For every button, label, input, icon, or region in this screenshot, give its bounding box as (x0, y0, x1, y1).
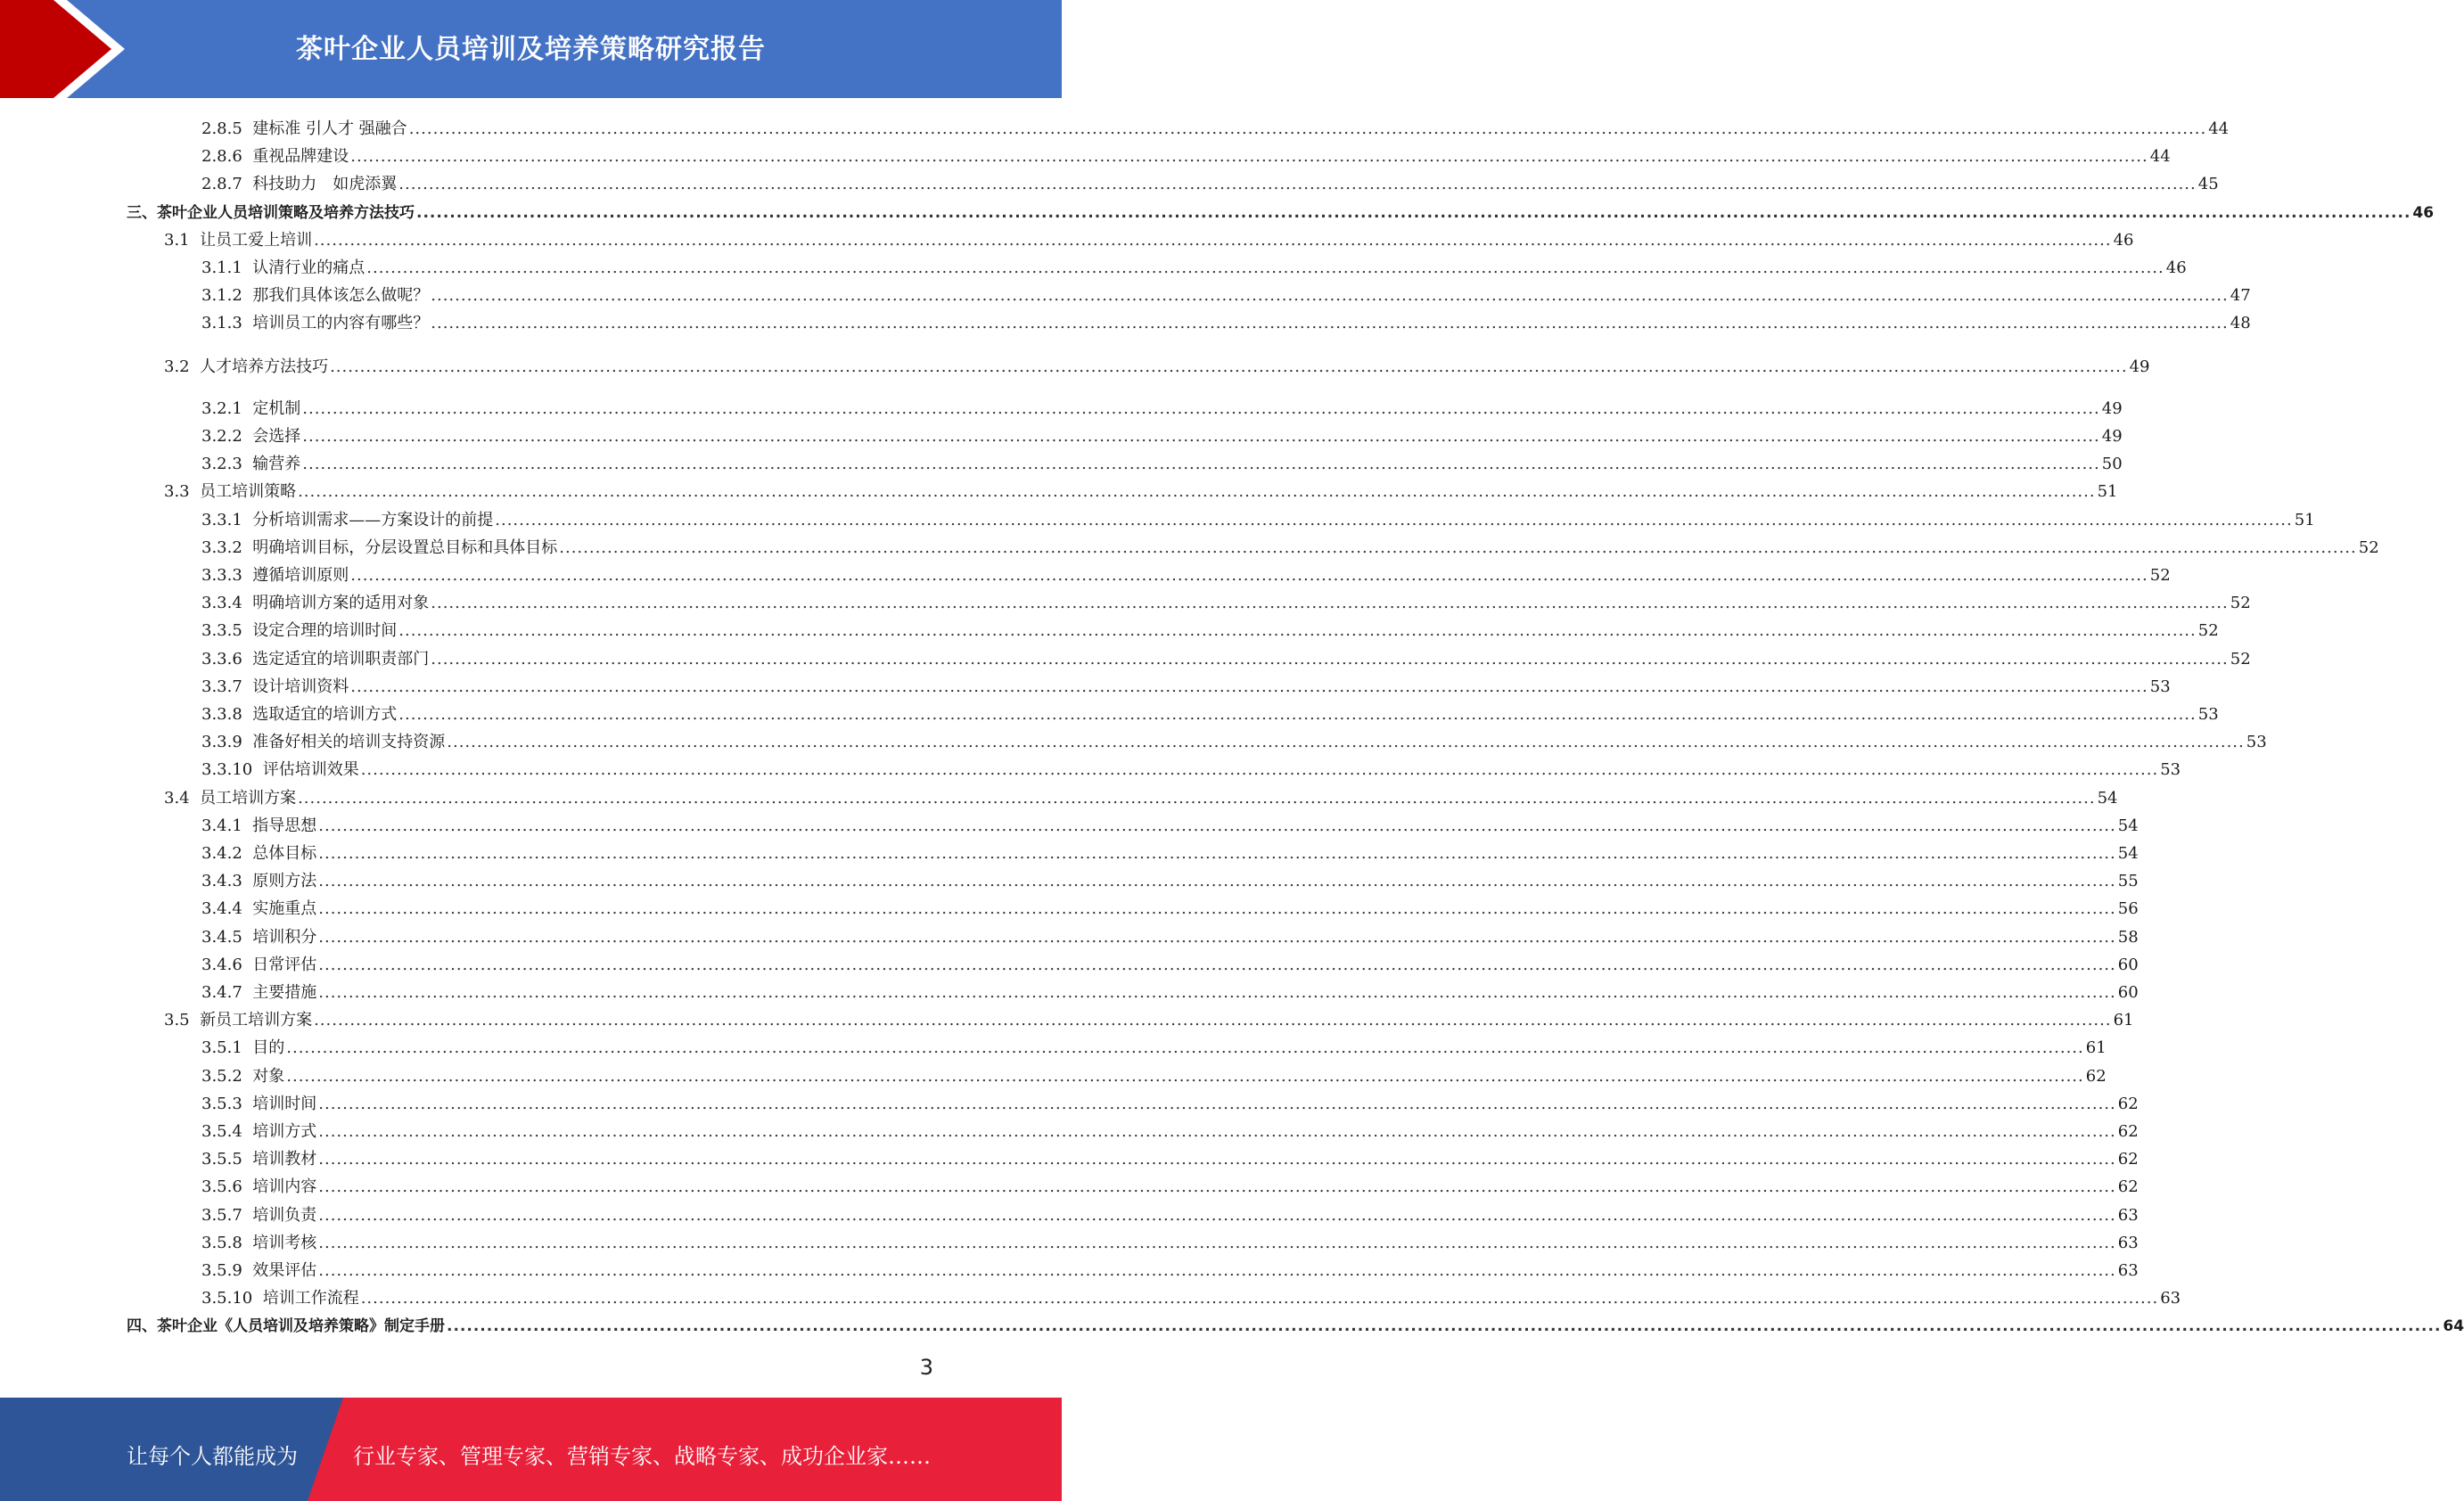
toc-entry[interactable] (201, 562, 2171, 586)
toc-entry-page: 63 (2117, 1233, 2139, 1252)
toc-entry-title: 3.4 员工培训方案 (164, 788, 297, 808)
toc-entry-title: 2.8.5 建标准 引人才 强融合 (201, 119, 407, 138)
toc-entry-title: 3.2.1 定机制 (201, 398, 301, 418)
toc-dot-leader: ............................................................................................................................................................................................................................................................................................................ (318, 899, 2116, 919)
toc-dot-leader: ............................................................................................................................................................................................................................................................................................................ (298, 788, 2096, 808)
toc-entry[interactable] (201, 310, 2251, 333)
toc-entry[interactable] (201, 1146, 2139, 1169)
toc-dot-leader: ............................................................................................................................................................................................................................................................................................................ (431, 314, 2229, 333)
toc-entry-page: 61 (2085, 1038, 2107, 1058)
toc-entry-page: 62 (2117, 1122, 2139, 1141)
toc-entry-title: 3.4.4 实施重点 (201, 899, 317, 919)
toc-entry[interactable] (201, 813, 2139, 836)
toc-entry-title: 3.3.9 准备好相关的培训支持资源 (201, 733, 446, 752)
toc-dot-leader: ............................................................................................................................................................................................................................................................................................................ (366, 258, 2164, 277)
toc-dot-leader: ............................................................................................................................................................................................................................................................................................................ (447, 733, 2245, 752)
toc-entry-title: 3.4.3 原则方法 (201, 872, 317, 891)
toc-entry-page: 47 (2230, 286, 2251, 306)
toc-entry-page: 62 (2117, 1177, 2139, 1197)
toc-entry-page: 62 (2117, 1150, 2139, 1169)
toc-entry-page: 49 (2129, 357, 2150, 376)
toc-entry-page: 48 (2230, 314, 2251, 333)
toc-entry-page: 50 (2101, 455, 2123, 474)
toc-entry[interactable] (201, 1285, 2181, 1308)
toc-dot-leader: ............................................................................................................................................................................................................................................................................................................ (431, 286, 2229, 306)
toc-entry-page: 52 (2230, 594, 2251, 613)
toc-entry-title: 3.5.8 培训考核 (201, 1233, 317, 1252)
toc-dot-leader: ............................................................................................................................................................................................................................................................................................................ (318, 1233, 2116, 1252)
toc-entry-title: 3.1.1 认清行业的痛点 (201, 258, 365, 277)
footer-slogan-left: 让每个人都能成为 (127, 1444, 298, 1469)
toc-entry-title: 3.2.3 输营养 (201, 455, 301, 474)
toc-entry[interactable] (201, 729, 2267, 752)
toc-entry-page: 52 (2230, 649, 2251, 668)
toc-entry-title: 3.2.2 会选择 (201, 427, 301, 446)
toc-entry[interactable] (201, 868, 2139, 891)
toc-entry[interactable] (201, 841, 2139, 864)
toc-dot-leader: ............................................................................................................................................................................................................................................................................................................ (330, 357, 2128, 376)
toc-entry-title: 3.5.1 目的 (201, 1038, 285, 1058)
toc-dot-leader: ............................................................................................................................................................................................................................................................................................................ (398, 175, 2197, 194)
toc-dot-leader: ............................................................................................................................................................................................................................................................................................................ (302, 398, 2100, 418)
toc-entry[interactable] (164, 1007, 2134, 1030)
toc-entry-page: 62 (2117, 1094, 2139, 1113)
toc-entry[interactable] (201, 590, 2251, 613)
toc-entry-page: 46 (2165, 258, 2187, 277)
toc-entry-page: 53 (2246, 733, 2267, 752)
toc-entry[interactable] (201, 701, 2219, 725)
toc-entry-title: 3.4.5 培训积分 (201, 927, 317, 947)
toc-entry-page: 60 (2117, 955, 2139, 974)
toc-entry-title: 3.4.7 主要措施 (201, 983, 317, 1002)
toc-dot-leader: ............................................................................................................................................................................................................................................................................................................ (416, 203, 2411, 222)
toc-dot-leader: ............................................................................................................................................................................................................................................................................................................ (431, 594, 2229, 613)
toc-entry-page: 49 (2101, 398, 2123, 418)
toc-entry-title: 3.4.2 总体目标 (201, 844, 317, 863)
toc-entry[interactable] (164, 479, 2118, 502)
toc-entry-page: 44 (2149, 147, 2171, 167)
toc-entry-title: 3.5.2 对象 (201, 1066, 285, 1086)
toc-entry-title: 2.8.7 科技助力 如虎添翼 (201, 175, 398, 194)
toc-entry-title: 3.1.2 那我们具体该怎么做呢？ (201, 286, 430, 306)
toc-dot-leader: ............................................................................................................................................................................................................................................................................................................ (495, 510, 2293, 529)
toc-entry-title: 3.5.5 培训教材 (201, 1150, 317, 1169)
toc-entry-title: 3.3.10 评估培训效果 (201, 760, 359, 780)
toc-entry-title: 四、茶叶企业《人员培训及培养策略》制定手册 (127, 1317, 445, 1336)
toc-entry-title: 3.5 新员工培训方案 (164, 1011, 313, 1030)
toc-entry-page: 63 (2117, 1205, 2139, 1225)
toc-entry-title: 3.3.4 明确培训方案的适用对象 (201, 594, 430, 613)
toc-entry-page: 44 (2208, 119, 2230, 138)
toc-entry[interactable] (201, 1119, 2139, 1142)
toc-dot-leader: ............................................................................................................................................................................................................................................................................................................ (298, 482, 2096, 502)
toc-dot-leader: ............................................................................................................................................................................................................................................................................................................ (318, 1150, 2116, 1169)
toc-entry-title: 3.4.6 日常评估 (201, 955, 317, 974)
toc-dot-leader: ............................................................................................................................................................................................................................................................................................................ (314, 1011, 2112, 1030)
toc-dot-leader: ............................................................................................................................................................................................................................................................................................................ (408, 119, 2207, 138)
toc-entry[interactable] (164, 354, 2150, 377)
toc-entry-title: 3.5.9 效果评估 (201, 1261, 317, 1280)
page-number: 3 (919, 1355, 933, 1380)
toc-dot-leader: ............................................................................................................................................................................................................................................................................................................ (350, 147, 2148, 167)
toc-entry-page: 52 (2197, 621, 2219, 641)
toc-entry[interactable] (201, 1091, 2139, 1114)
toc-entry-title: 3.1.3 培训员工的内容有哪些？ (201, 314, 430, 333)
toc-entry[interactable] (201, 423, 2123, 447)
toc-entry-page: 52 (2149, 566, 2171, 585)
toc-entry[interactable] (201, 255, 2187, 278)
toc-entry-title: 3.3.7 设计培训资料 (201, 677, 349, 696)
toc-dot-leader: ............................................................................................................................................................................................................................................................................................................ (318, 983, 2116, 1002)
toc-dot-leader: ............................................................................................................................................................................................................................................................................................................ (559, 537, 2357, 557)
toc-entry[interactable] (201, 171, 2219, 194)
toc-entry-title: 3.3.8 选取适宜的培训方式 (201, 705, 398, 724)
toc-entry-page: 62 (2085, 1066, 2107, 1086)
toc-entry-page: 54 (2097, 788, 2118, 808)
toc-dot-leader: ............................................................................................................................................................................................................................................................................................................ (318, 1261, 2116, 1280)
toc-entry-title: 2.8.6 重视品牌建设 (201, 147, 349, 167)
toc-entry-title: 3.3.6 选定适宜的培训职责部门 (201, 649, 430, 668)
toc-dot-leader: ............................................................................................................................................................................................................................................................................................................ (286, 1066, 2084, 1086)
toc-dot-leader: ............................................................................................................................................................................................................................................................................................................ (318, 927, 2116, 947)
toc-entry[interactable] (201, 451, 2123, 474)
toc-entry-title: 3.1 让员工爱上培训 (164, 230, 313, 250)
toc-entry-title: 3.3.1 分析培训需求——方案设计的前提 (201, 510, 494, 529)
toc-entry[interactable] (127, 200, 2435, 223)
toc-entry[interactable] (201, 952, 2139, 975)
toc-dot-leader: ............................................................................................................................................................................................................................................................................................................ (318, 1094, 2116, 1113)
toc-entry[interactable] (201, 507, 2315, 530)
toc-dot-leader: ............................................................................................................................................................................................................................................................................................................ (318, 1205, 2116, 1225)
toc-entry[interactable] (201, 1035, 2107, 1058)
toc-dot-leader: ............................................................................................................................................................................................................................................................................................................ (302, 455, 2100, 474)
toc-dot-leader: ............................................................................................................................................................................................................................................................................................................ (447, 1317, 2442, 1336)
toc-dot-leader: ............................................................................................................................................................................................................................................................................................................ (302, 427, 2100, 446)
toc-entry[interactable] (201, 144, 2171, 167)
toc-entry[interactable] (201, 116, 2230, 139)
toc-entry-page: 60 (2117, 983, 2139, 1002)
document-title: 茶叶企业人员培训及培养策略研究报告 (296, 34, 766, 65)
toc-entry-page: 51 (2097, 482, 2118, 502)
toc-dot-leader: ............................................................................................................................................................................................................................................................................................................ (318, 955, 2116, 974)
toc-dot-leader: ............................................................................................................................................................................................................................................................................................................ (350, 566, 2148, 585)
toc-dot-leader: ............................................................................................................................................................................................................................................................................................................ (318, 872, 2116, 891)
toc-dot-leader: ............................................................................................................................................................................................................................................................................................................ (318, 844, 2116, 863)
toc-entry-page: 56 (2117, 899, 2139, 919)
toc-dot-leader: ............................................................................................................................................................................................................................................................................................................ (318, 816, 2116, 835)
toc-dot-leader: ............................................................................................................................................................................................................................................................................................................ (398, 621, 2197, 641)
toc-dot-leader: ............................................................................................................................................................................................................................................................................................................ (318, 1122, 2116, 1141)
toc-entry-page: 49 (2101, 427, 2123, 446)
toc-dot-leader: ............................................................................................................................................................................................................................................................................................................ (360, 760, 2159, 780)
toc-dot-leader: ............................................................................................................................................................................................................................................................................................................ (398, 705, 2197, 724)
toc-entry-title: 3.3.2 明确培训目标，分层设置总目标和具体目标 (201, 537, 558, 557)
toc-entry-page: 46 (2412, 203, 2435, 222)
toc-entry-page: 53 (2197, 705, 2219, 724)
toc-entry-page: 61 (2113, 1011, 2134, 1030)
toc-entry-title: 3.2 人才培养方法技巧 (164, 357, 329, 376)
toc-entry[interactable] (201, 1258, 2139, 1281)
toc-entry-page: 46 (2113, 230, 2134, 250)
toc-entry[interactable] (164, 785, 2118, 808)
toc-entry[interactable] (201, 283, 2251, 306)
toc-entry-page: 55 (2117, 872, 2139, 891)
toc-entry[interactable] (164, 227, 2134, 250)
toc-entry[interactable] (201, 618, 2219, 641)
toc-entry-page: 54 (2117, 844, 2139, 863)
toc-entry-title: 3.3 员工培训策略 (164, 482, 297, 502)
toc-dot-leader: ............................................................................................................................................................................................................................................................................................................ (286, 1038, 2084, 1058)
toc-entry-page: 53 (2149, 677, 2171, 696)
toc-entry[interactable] (201, 1230, 2139, 1253)
toc-dot-leader: ............................................................................................................................................................................................................................................................................................................ (360, 1289, 2159, 1308)
toc-entry-title: 3.5.4 培训方式 (201, 1122, 317, 1141)
page-footer (0, 1398, 1062, 1501)
toc-entry-title: 三、茶叶企业人员培训策略及培养方法技巧 (127, 203, 415, 222)
toc-entry-page: 52 (2358, 537, 2379, 557)
toc-entry-title: 3.5.7 培训负责 (201, 1205, 317, 1225)
toc-entry[interactable] (201, 535, 2379, 558)
toc-entry[interactable] (201, 1063, 2107, 1087)
toc-dot-leader: ............................................................................................................................................................................................................................................................................................................ (350, 677, 2148, 696)
toc-entry[interactable] (201, 757, 2181, 780)
toc-dot-leader: ............................................................................................................................................................................................................................................................................................................ (314, 230, 2112, 250)
toc-entry-page: 54 (2117, 816, 2139, 835)
page-header (0, 0, 1062, 98)
toc-dot-leader: ............................................................................................................................................................................................................................................................................................................ (318, 1177, 2116, 1197)
toc-entry[interactable] (201, 1202, 2139, 1226)
toc-entry[interactable] (127, 1313, 2464, 1336)
toc-entry-page: 58 (2117, 927, 2139, 947)
toc-entry[interactable] (201, 646, 2251, 669)
toc-entry-page: 63 (2160, 1289, 2181, 1308)
toc-entry[interactable] (201, 674, 2171, 697)
toc-entry-page: 45 (2197, 175, 2219, 194)
toc-entry-page: 53 (2160, 760, 2181, 780)
toc-entry-title: 3.4.1 指导思想 (201, 816, 317, 835)
footer-slogan-right: 行业专家、管理专家、营销专家、战略专家、成功企业家…… (353, 1444, 931, 1469)
toc-entry[interactable] (201, 924, 2139, 947)
toc-entry[interactable] (201, 396, 2123, 419)
toc-dot-leader: ............................................................................................................................................................................................................................................................................................................ (431, 649, 2229, 668)
toc-entry-title: 3.3.3 遵循培训原则 (201, 566, 349, 585)
toc-entry[interactable] (201, 980, 2139, 1003)
toc-entry-page: 64 (2443, 1317, 2464, 1336)
toc-entry[interactable] (201, 1174, 2139, 1197)
toc-entry-page: 63 (2117, 1261, 2139, 1280)
toc-entry-title: 3.5.10 培训工作流程 (201, 1289, 359, 1308)
toc-entry-title: 3.5.6 培训内容 (201, 1177, 317, 1197)
toc-entry-title: 3.3.5 设定合理的培训时间 (201, 621, 398, 641)
toc-entry-page: 51 (2294, 510, 2315, 529)
toc-entry[interactable] (201, 896, 2139, 919)
toc-entry-title: 3.5.3 培训时间 (201, 1094, 317, 1113)
